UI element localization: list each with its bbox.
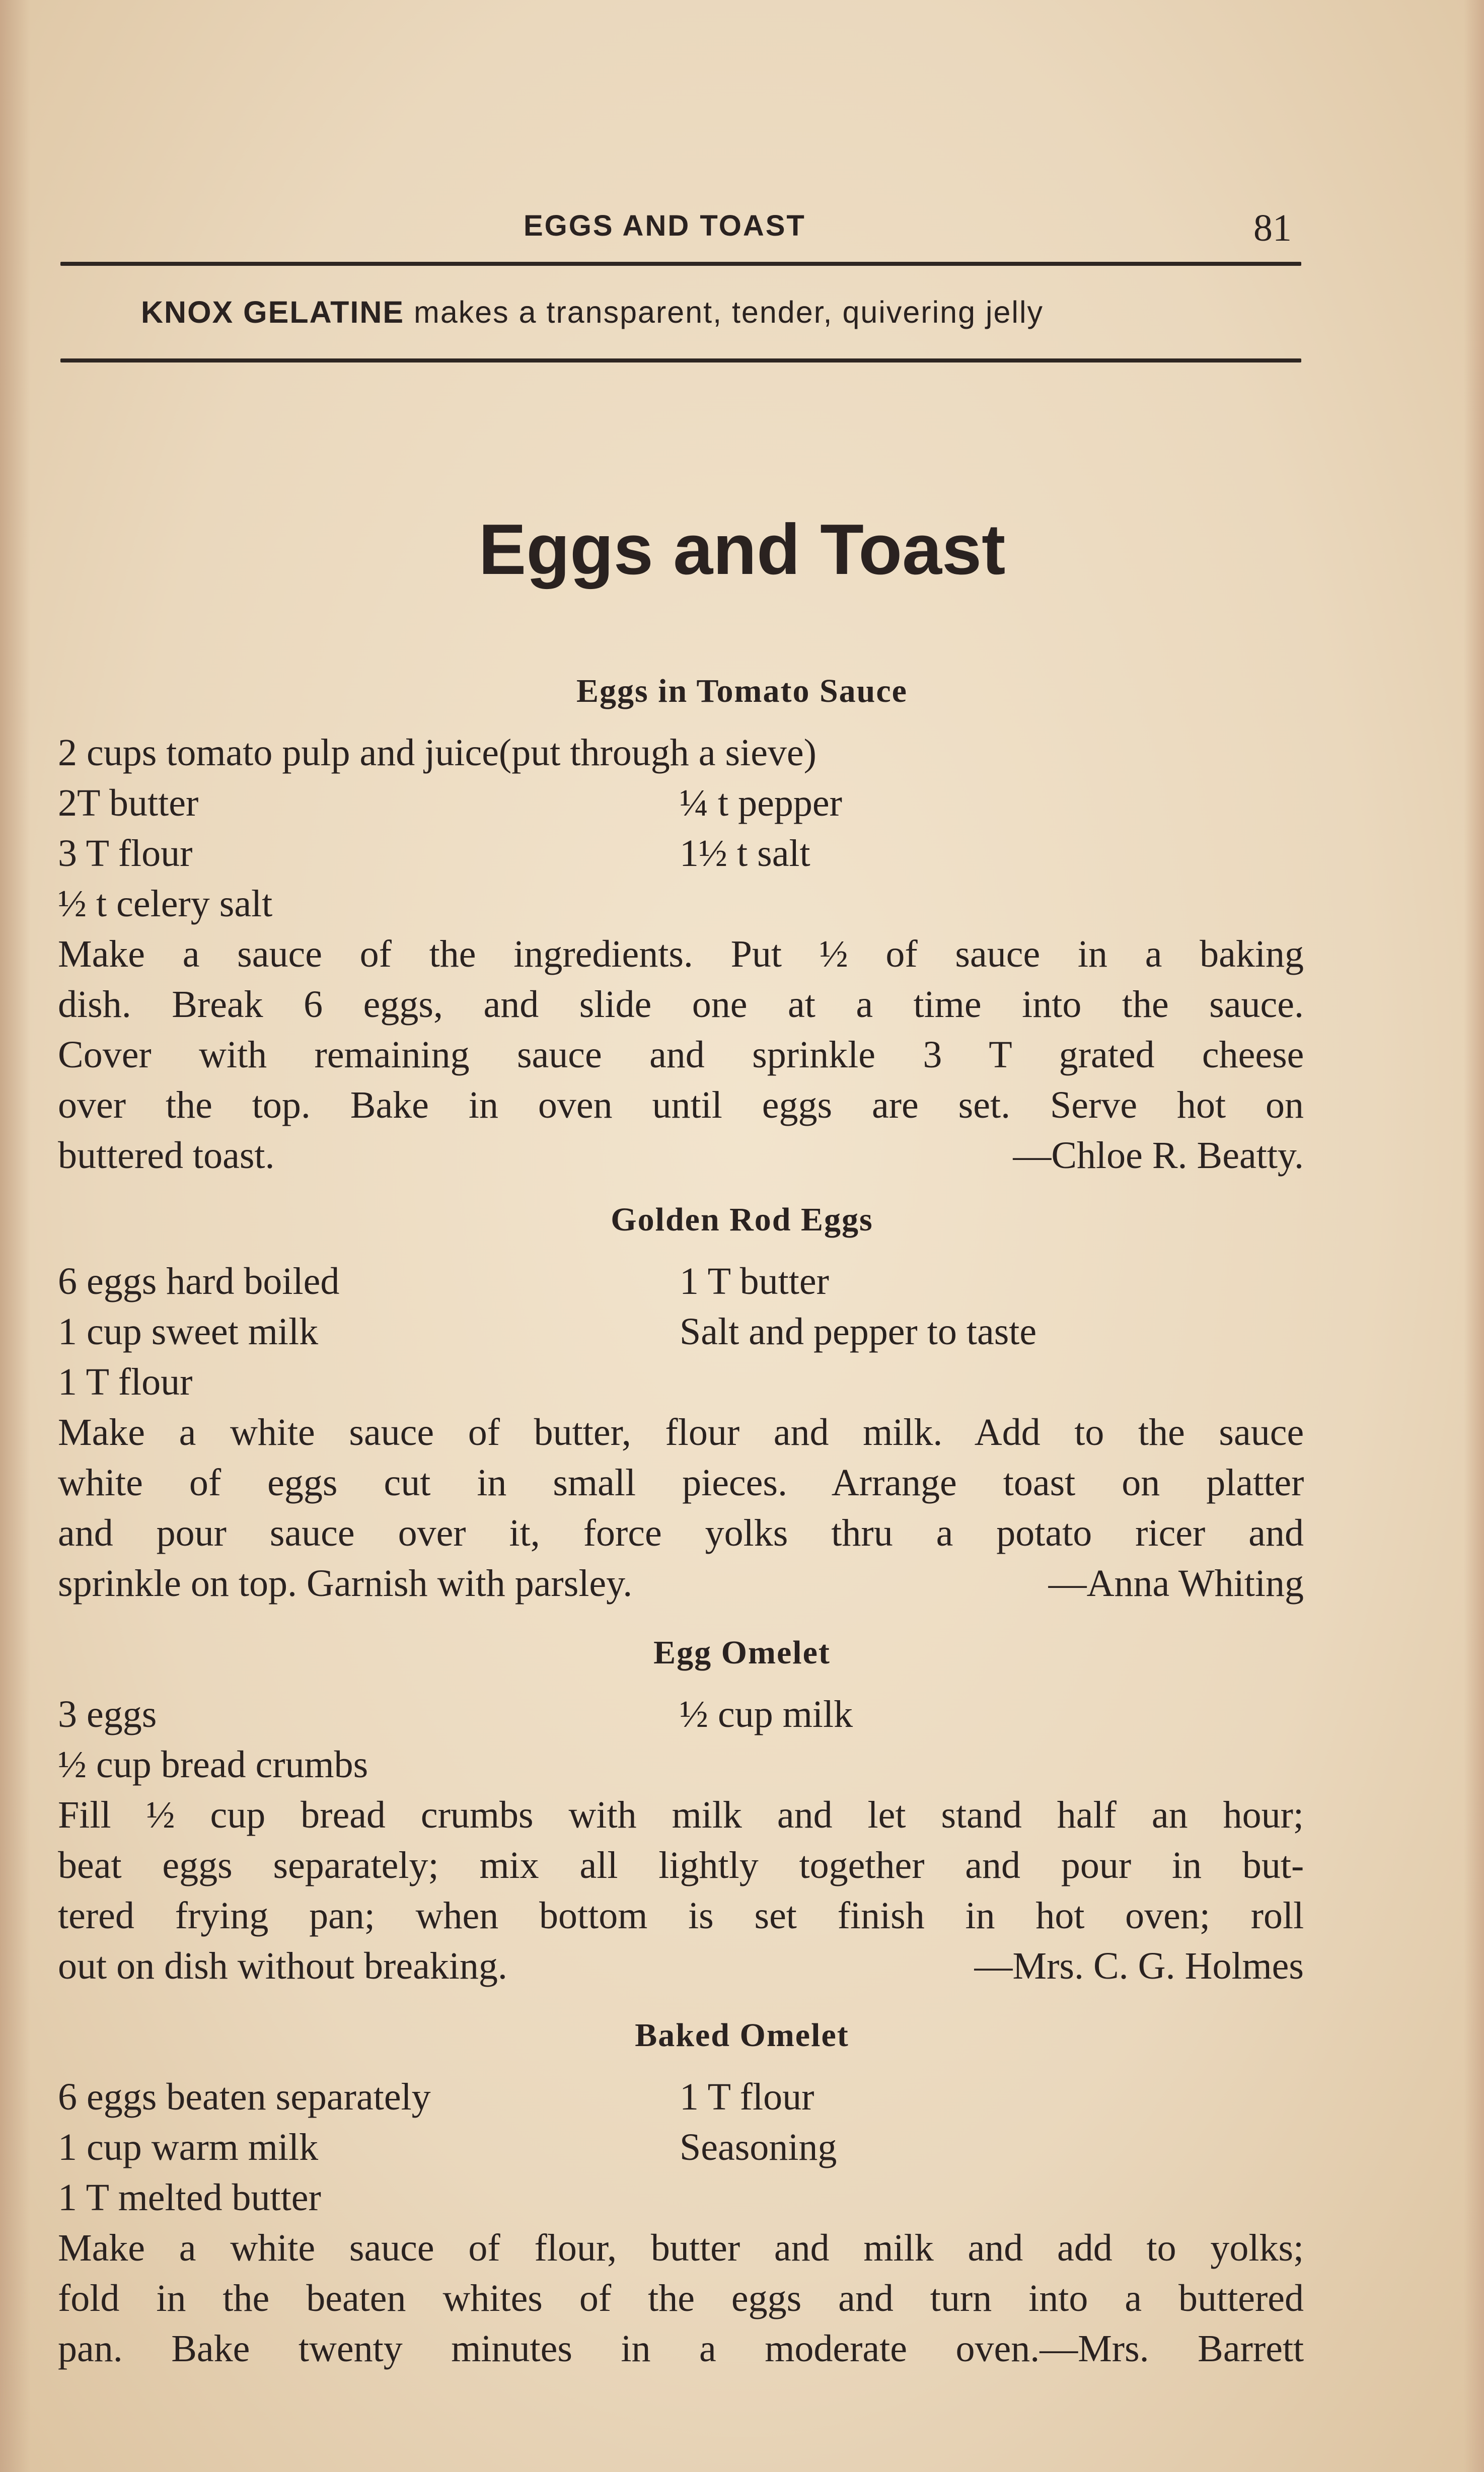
method-text: out on dish without breaking.: [58, 1945, 507, 1987]
recipe-method: [58, 1407, 1304, 1609]
page-number: 81: [1253, 207, 1292, 249]
method-text: sprinkle on top. Garnish with parsley.: [58, 1562, 633, 1605]
method-line: and pour sauce over it, force yolks thru a potato ricer and: [58, 1512, 1304, 1554]
method-line: pan. Bake twenty minutes in a moderate oven.—Mrs. Barrett: [58, 2328, 1304, 2370]
recipe-author: —Chloe R. Beatty.: [1013, 1134, 1304, 1177]
method-line: over the top. Bake in oven until eggs are set. Serve hot on: [58, 1084, 1304, 1126]
recipe-title: Baked Omelet: [635, 2017, 849, 2054]
tagline-brand: KNOX GELATINE: [141, 295, 405, 329]
method-line: white of eggs cut in small pieces. Arrange toast on platter: [58, 1462, 1304, 1504]
recipe-method: [58, 1790, 1304, 1991]
recipe-author: —Anna Whiting: [1048, 1562, 1304, 1605]
ingredient-item: 1 T flour: [58, 1361, 193, 1403]
ingredient-item: 2T butter: [58, 782, 199, 824]
ingredient-item: 1 T melted butter: [58, 2176, 321, 2219]
ingredient-item: 1 T flour: [680, 2076, 814, 2118]
recipe-method: [58, 2223, 1304, 2374]
method-text: buttered toast.: [58, 1134, 275, 1177]
recipe-method: [58, 929, 1304, 1181]
ingredient-item: 1 T butter: [680, 1260, 829, 1302]
method-line: Make a sauce of the ingredients. Put ½ of sauce in a baking: [58, 933, 1304, 975]
tagline-text: makes a transparent, tender, quivering jelly: [404, 295, 1044, 329]
recipe-title: Eggs in Tomato Sauce: [576, 673, 908, 709]
method-line: Make a white sauce of butter, flour and milk. Add to the sauce: [58, 1411, 1304, 1453]
ingredient-item: ½ cup bread crumbs: [58, 1743, 368, 1786]
ingredient-item: 1 cup sweet milk: [58, 1311, 319, 1353]
chapter-title: Eggs and Toast: [478, 510, 1006, 590]
ingredient-item: ½ cup milk: [680, 1693, 853, 1735]
running-title: EGGS AND TOAST: [524, 209, 806, 242]
ingredient-item: 1½ t salt: [680, 832, 810, 875]
recipe-author: —Mrs. C. G. Holmes: [974, 1945, 1304, 1987]
recipe-title: Golden Rod Eggs: [611, 1201, 873, 1238]
recipe-title: Egg Omelet: [653, 1634, 831, 1671]
header-rule-top: [60, 262, 1301, 266]
ingredient-line: 2 cups tomato pulp and juice(put through a sieve): [58, 732, 817, 774]
method-line-last: [58, 1941, 1304, 1991]
ingredient-item: 3 eggs: [58, 1693, 157, 1735]
ingredient-item: ½ t celery salt: [58, 883, 273, 925]
ingredient-item: 3 T flour: [58, 832, 193, 875]
ingredient-item: 6 eggs hard boiled: [58, 1260, 340, 1302]
method-line: Make a white sauce of flour, butter and milk and add to yolks;: [58, 2227, 1304, 2269]
method-line: fold in the beaten whites of the eggs and turn into a buttered: [58, 2277, 1304, 2319]
ingredient-item: ¼ t pepper: [680, 782, 842, 824]
method-line: tered frying pan; when bottom is set finish in hot oven; roll: [58, 1895, 1304, 1937]
ingredient-item: Salt and pepper to taste: [680, 1311, 1037, 1353]
method-line: dish. Break 6 eggs, and slide one at a time into the sauce.: [58, 983, 1304, 1026]
method-line-last: [58, 1130, 1304, 1181]
ingredient-item: Seasoning: [680, 2126, 837, 2168]
method-line-last: [58, 1558, 1304, 1609]
method-line: beat eggs separately; mix all lightly together and pour in but-: [58, 1844, 1304, 1886]
ingredient-item: 1 cup warm milk: [58, 2126, 319, 2168]
ingredient-item: 6 eggs beaten separately: [58, 2076, 431, 2118]
method-line: Cover with remaining sauce and sprinkle 3 T grated cheese: [58, 1034, 1304, 1076]
tagline: [141, 295, 1044, 330]
header-rule-bottom: [60, 358, 1301, 362]
method-line: Fill ½ cup bread crumbs with milk and let stand half an hour;: [58, 1794, 1304, 1836]
